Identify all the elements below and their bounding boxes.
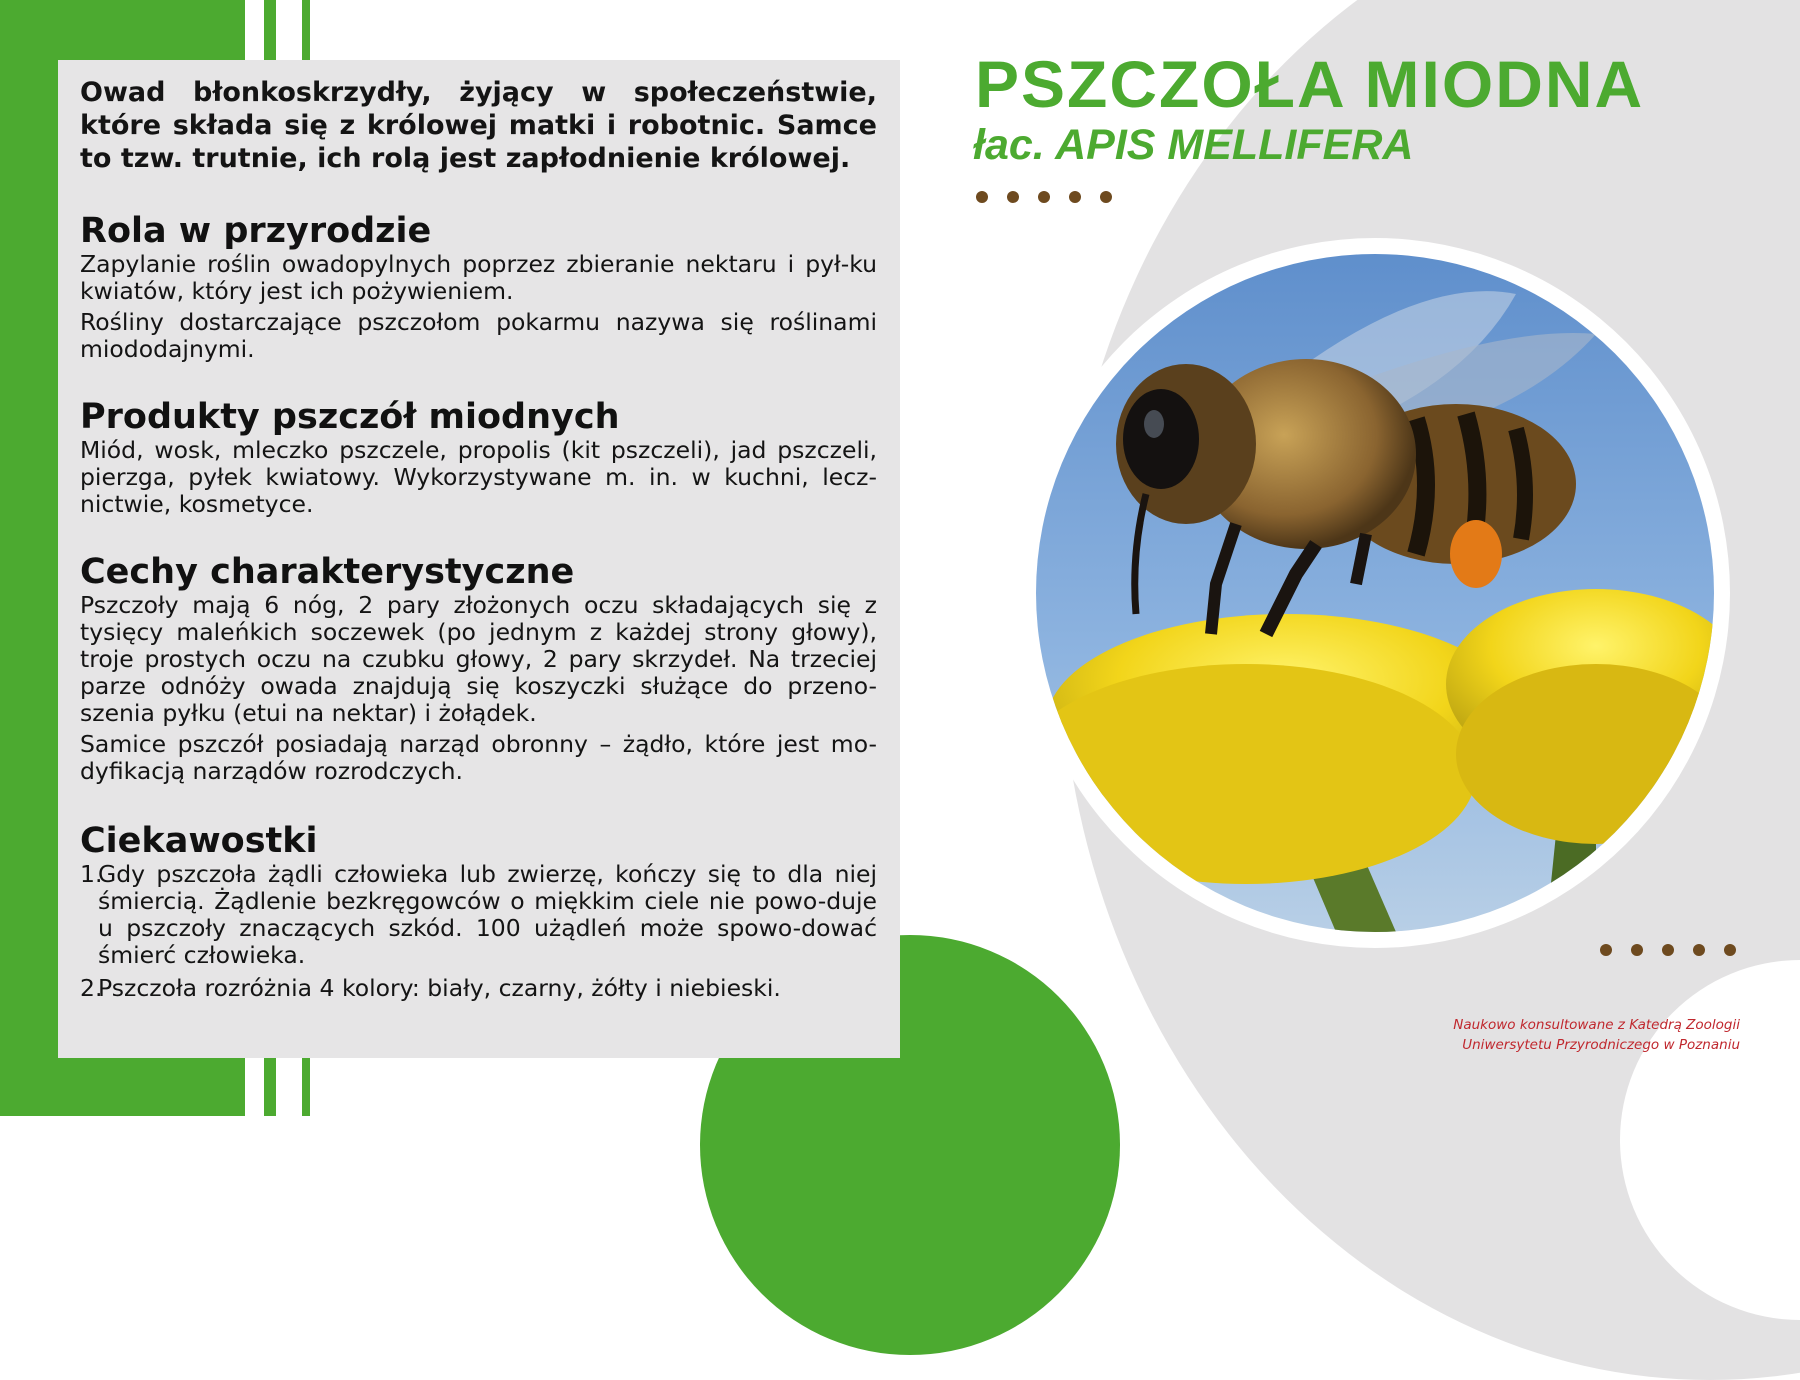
section-paragraph: Samice pszczół posiadają narząd obronny – żądło, które jest mo-dyfikacją narządów rozrodczych. xyxy=(80,730,877,785)
section-paragraph: Pszczoły mają 6 nóg, 2 pary złożonych oczu składających się z tysięcy maleńkich soczewek (po jednym z każdej strony głowy), troje prostych oczu na czubku głowy, 2 pary skrzydeł. Na trzeciej parze odnóży owada znajdują się koszyczki służące do przeno-szenia pyłku (etui na nektar) i żołądek. xyxy=(80,591,877,727)
latin-prefix: łac. xyxy=(973,121,1045,169)
credit-note xyxy=(1330,1015,1740,1055)
list-number: 1. xyxy=(80,860,103,888)
dot-icon xyxy=(1724,944,1736,956)
decorative-dots-bottom xyxy=(1600,944,1736,956)
section-heading-products: Produkty pszczół miodnych xyxy=(80,397,620,437)
info-panel xyxy=(58,60,900,1058)
bee-on-flower-image xyxy=(1036,254,1714,932)
dot-icon xyxy=(976,191,988,203)
bee-photo xyxy=(1036,254,1714,932)
latin-name xyxy=(973,120,1413,170)
list-text: Pszczoła rozróżnia 4 kolory: biały, czarny, żółty i niebieski. xyxy=(98,974,781,1002)
section-heading-curiosities: Ciekawostki xyxy=(80,821,318,861)
intro-line: Owad błonkoskrzydły, żyjący w społeczeństwie, xyxy=(80,77,877,108)
dot-icon xyxy=(1069,191,1081,203)
credit-line: Naukowo konsultowane z Katedrą Zoologii xyxy=(1453,1017,1740,1033)
decorative-dots-top xyxy=(976,191,1112,203)
list-text: Gdy pszczoła żądli człowieka lub zwierzę, kończy się to dla niej śmiercią. Żądlenie bezkręgowców o miękkim ciele nie powo-duje u pszczoły znaczących szkód. 100 użądleń może spowo-dować śmierć człowieka. xyxy=(98,860,877,969)
dot-icon xyxy=(1038,191,1050,203)
section-heading-role: Rola w przyrodzie xyxy=(80,211,432,251)
credit-line: Uniwersytetu Przyrodniczego w Poznaniu xyxy=(1462,1037,1740,1053)
dot-icon xyxy=(1693,944,1705,956)
section-heading-features: Cechy charakterystyczne xyxy=(80,552,575,592)
page-title: PSZCZOŁA MIODNA xyxy=(975,47,1645,121)
section-paragraph: Miód, wosk, mleczko pszczele, propolis (kit pszczeli), jad pszczeli, pierzga, pyłek kwiatowy. Wykorzystywane m. in. w kuchni, lecz-nictwie, kosmetyce. xyxy=(80,436,877,518)
list-number: 2. xyxy=(80,974,103,1002)
dot-icon xyxy=(1631,944,1643,956)
list-item xyxy=(80,861,877,969)
intro-text xyxy=(80,76,877,175)
section-paragraph: Zapylanie roślin owadopylnych poprzez zbieranie nektaru i pył-ku kwiatów, który jest ich pożywieniem. xyxy=(80,250,877,305)
dot-icon xyxy=(1662,944,1674,956)
section-paragraph: Rośliny dostarczające pszczołom pokarmu nazywa się roślinami miododajnymi. xyxy=(80,308,877,363)
intro-line: które składa się z królowej matki i robotnic. Samce xyxy=(80,110,877,141)
latin-species: APIS MELLIFERA xyxy=(1055,121,1414,169)
intro-line: to tzw. trutnie, ich rolą jest zapłodnienie królowej. xyxy=(80,143,851,174)
dot-icon xyxy=(1600,944,1612,956)
dot-icon xyxy=(1100,191,1112,203)
dot-icon xyxy=(1007,191,1019,203)
list-item xyxy=(80,975,877,1002)
